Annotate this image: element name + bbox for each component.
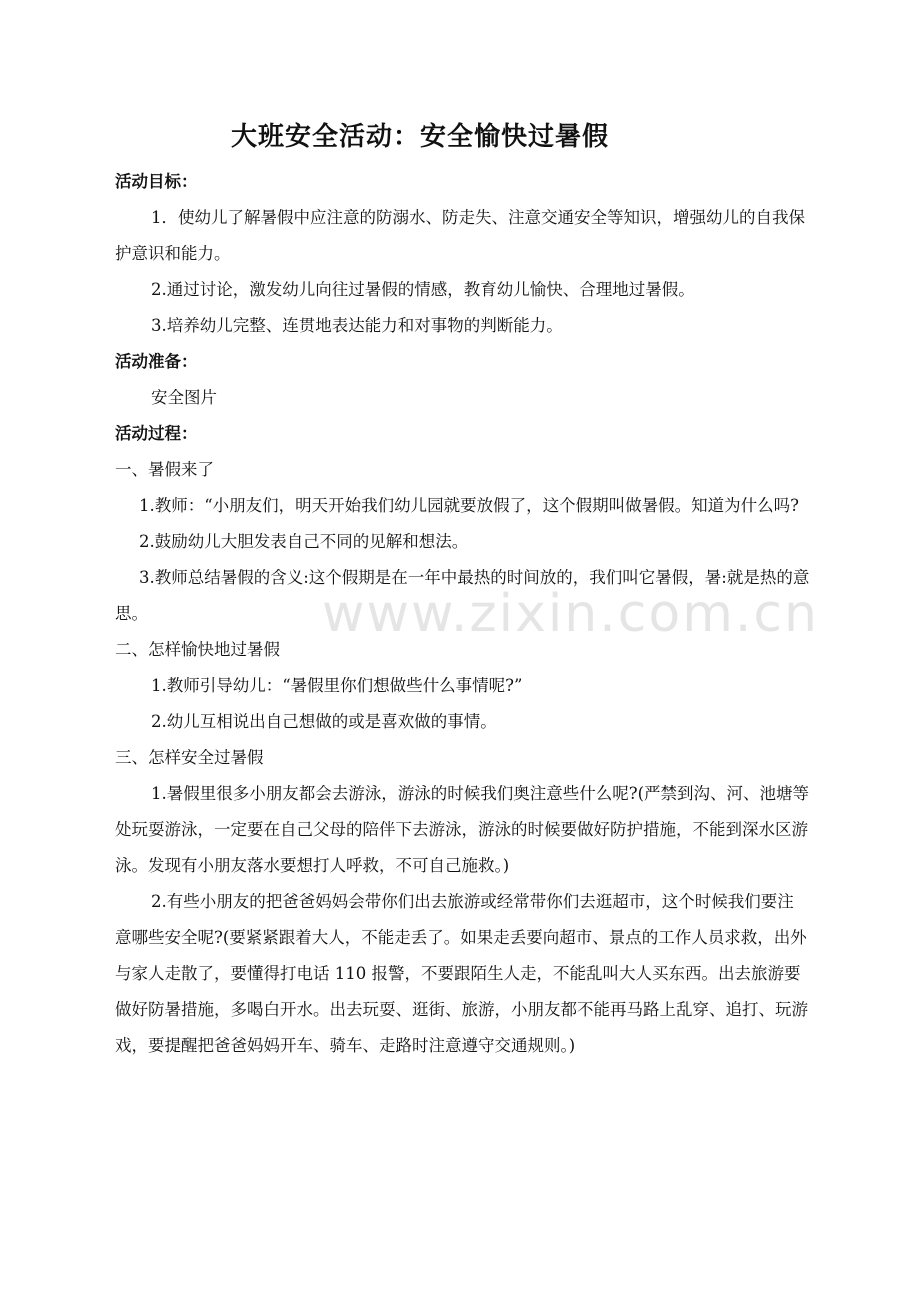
goal-item-3: 3.培养幼儿完整、连贯地表达能力和对事物的判断能力。	[151, 316, 563, 335]
goal-item-2: 2.通过讨论，激发幼儿向往过暑假的情感，教育幼儿愉快、合理地过暑假。	[151, 280, 695, 299]
part3-heading: 三、怎样安全过暑假	[115, 748, 264, 767]
document-title: 大班安全活动：安全愉快过暑假	[230, 122, 609, 152]
part3-item-2: 2.有些小朋友的把爸爸妈妈会带你们出去旅游或经常带你们去逛超市，这个时候我们要注意哪些安全呢?(要紧紧跟着大人，不能走丢了。如果走丢要向超市、景点的工作人员求救，出外与家人走散了，要懂得打电话 110 报警，不要跟陌生人走，不能乱叫大人买东西。出去旅游要做好防暑措施，多喝白开水。出去玩耍、逛街、旅游，小朋友都不能再马路上乱穿、追打、玩游戏，要提醒把爸爸妈妈开车、骑车、走路时注意遵守交通规则。)	[115, 892, 808, 1055]
goals-heading: 活动目标：	[115, 172, 198, 191]
goal-item-1: 1．使幼儿了解暑假中应注意的防溺水、防走失、注意交通安全等知识，增强幼儿的自我保护意识和能力。	[115, 208, 805, 263]
part2-item-2: 2.幼儿互相说出自己想做的或是喜欢做的事情。	[151, 712, 497, 731]
prep-heading: 活动准备：	[115, 352, 198, 371]
document-body	[115, 164, 810, 1064]
process-heading: 活动过程：	[115, 424, 198, 443]
part1-heading: 一、暑假来了	[115, 460, 214, 479]
part1-item-2: 2.鼓励幼儿大胆发表自己不同的见解和想法。	[139, 532, 469, 551]
part2-heading: 二、怎样愉快地过暑假	[115, 640, 280, 659]
part1-item-3: 3.教师总结暑假的含义:这个假期是在一年中最热的时间放的，我们叫它暑假，暑:就是热的意思。	[115, 568, 810, 623]
part2-item-1: 1.教师引导幼儿：“暑假里你们想做些什么事情呢?”	[151, 676, 523, 695]
part1-item-1: 1.教师：“小朋友们，明天开始我们幼儿园就要放假了，这个假期叫做暑假。知道为什么吗?	[139, 496, 800, 515]
prep-item: 安全图片	[151, 388, 217, 407]
watermark: www.zixin.com.cn	[322, 584, 819, 644]
part3-item-1: 1.暑假里很多小朋友都会去游泳，游泳的时候我们奥注意些什么呢?(严禁到沟、河、池塘等处玩耍游泳，一定要在自己父母的陪伴下去游泳，游泳的时候要做好防护措施，不能到深水区游泳。发现有小朋友落水要想打人呼救，不可自己施救。)	[115, 784, 810, 875]
